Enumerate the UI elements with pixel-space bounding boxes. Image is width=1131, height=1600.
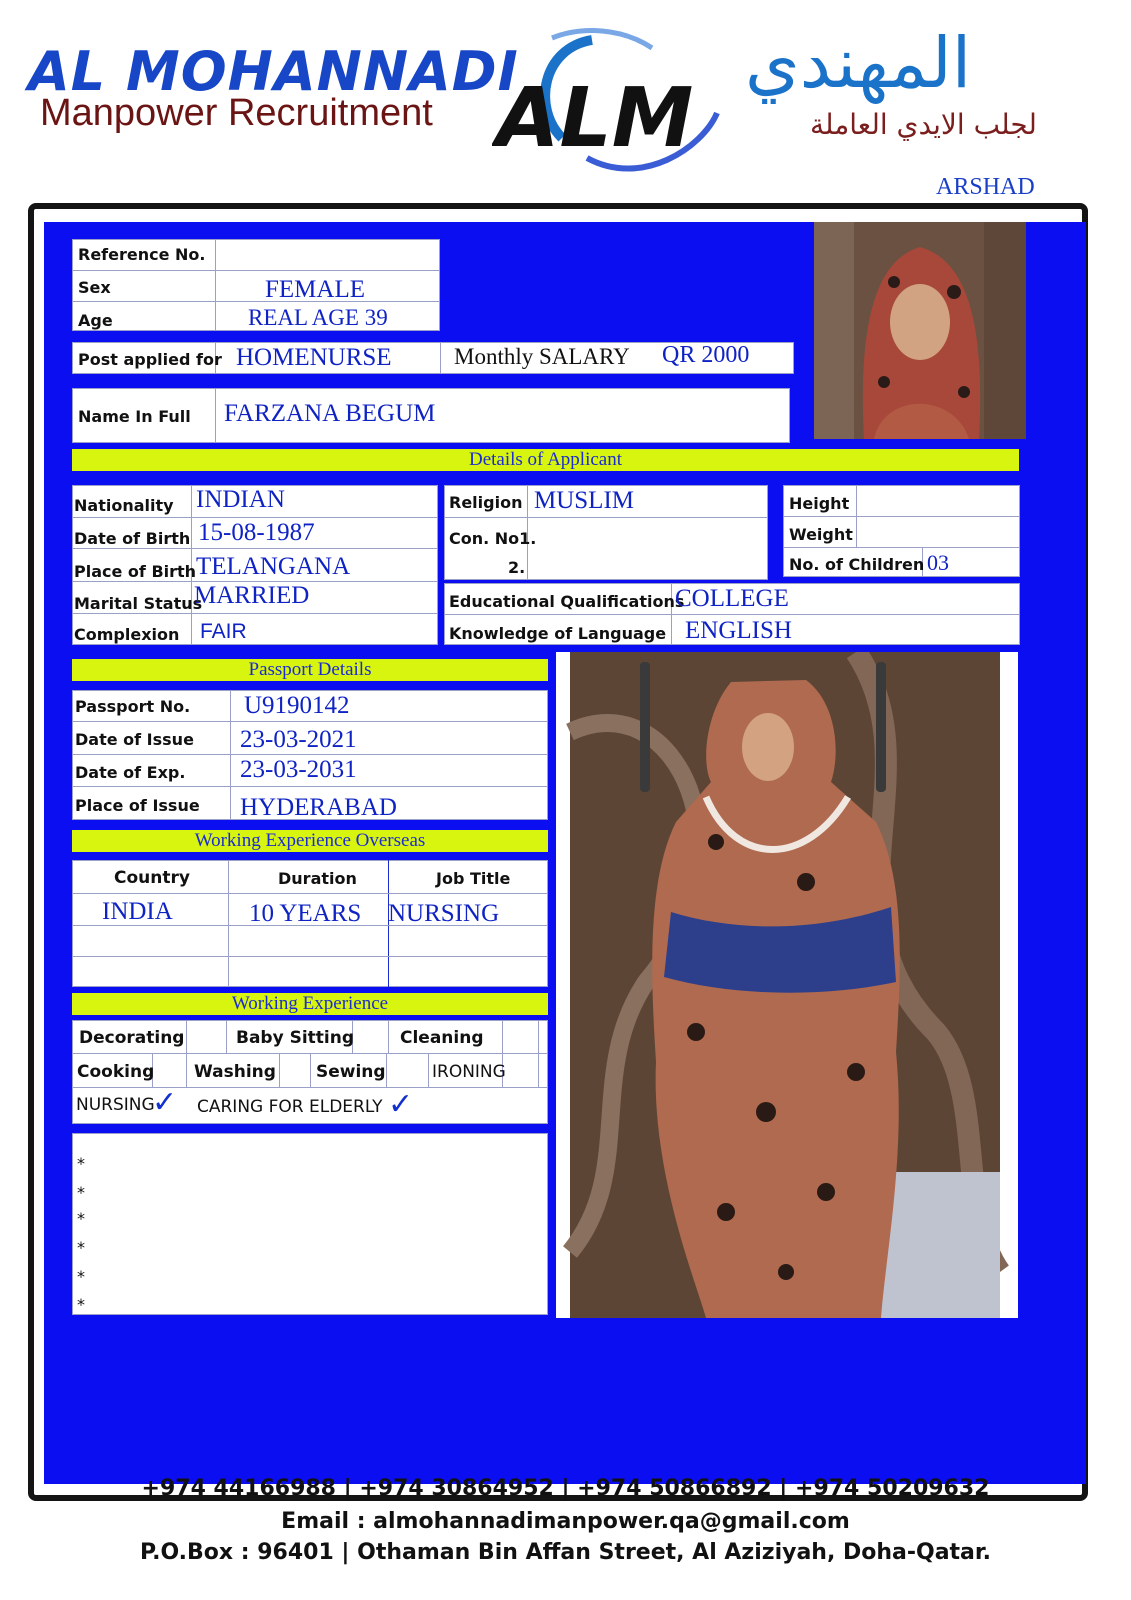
portrait-photo [814,222,1026,439]
skill-sewing: Sewing [316,1062,386,1082]
dob-label: Date of Birth [74,529,191,548]
brand-arabic-subtitle: لجلب الايدي العاملة [810,108,1037,141]
experience-section-title: Working Experience [72,993,548,1015]
nursing-check-icon: ✓ [152,1085,178,1120]
passport-section-title: Passport Details [72,659,548,681]
marital-label: Marital Status [74,594,203,613]
edu-value: COLLEGE [675,585,789,612]
note-bullet: * [77,1209,85,1228]
exp-date-value: 23-03-2031 [240,756,357,783]
ref-label: Reference No. [78,245,206,264]
applicant-section-title: Details of Applicant [72,449,1019,471]
height-label: Height [789,494,850,513]
religion-label: Religion [449,493,523,512]
weight-label: Weight [789,525,853,544]
religion-value: MUSLIM [534,487,635,514]
overseas-job: NURSING [388,900,500,927]
note-bullet: * [77,1267,85,1286]
agent-name: ARSHAD [936,174,1035,200]
footer-address: P.O.Box : 96401 | Othaman Bin Affan Street, Al Aziziyah, Doha-Qatar. [140,1540,991,1565]
con1-label: Con. No1. [449,529,537,548]
name-value: FARZANA BEGUM [224,400,436,427]
post-value: HOMENURSE [236,344,392,371]
complexion-value: FAIR [200,620,247,643]
note-bullet: * [77,1238,85,1257]
pob-label: Place of Birth [74,562,197,581]
pob-value: TELANGANA [196,553,351,580]
skill-cooking: Cooking [77,1062,155,1082]
footer-phones: +974 44166988 | +974 30864952 | +974 50866892 | +974 50209632 [141,1476,990,1501]
col-country: Country [114,868,190,888]
brand-name: AL MOHANNADI [28,40,519,103]
overseas-section-title: Working Experience Overseas [72,830,548,852]
col-duration: Duration [278,869,357,888]
passport-no-label: Passport No. [75,697,191,716]
edu-label: Educational Qualifications [449,592,685,611]
passport-no-value: U9190142 [244,692,350,719]
note-bullet: * [77,1295,85,1314]
notes-box [72,1133,548,1315]
brand-arabic: المهندي [745,22,972,104]
note-bullet: * [77,1154,85,1173]
children-value: 03 [927,550,949,575]
sex-label: Sex [78,278,111,297]
con2-label: 2. [508,558,526,577]
brand-subtitle: Manpower Recruitment [40,92,433,134]
skill-ironing: IRONING [432,1062,506,1082]
skill-washing: Washing [194,1062,276,1082]
place-issue-value: HYDERABAD [240,794,397,821]
footer-email: Email : almohannadimanpower.qa@gmail.com [281,1509,850,1534]
post-label: Post applied for [78,350,222,369]
place-issue-label: Place of Issue [75,796,200,815]
age-label: Age [78,311,113,330]
lang-value: ENGLISH [685,617,792,644]
skill-caring-elderly: CARING FOR ELDERLY [197,1097,383,1117]
skill-baby-sitting: Baby Sitting [236,1028,355,1048]
full-body-photo [556,652,1018,1318]
skill-cleaning: Cleaning [400,1028,484,1048]
skill-nursing: NURSING [76,1095,155,1115]
col-job: Job Title [436,869,511,888]
issue-date-value: 23-03-2021 [240,726,357,753]
age-value: REAL AGE 39 [248,305,388,330]
salary-value: QR 2000 [662,342,750,368]
salary-label: Monthly SALARY [454,344,630,369]
issue-date-label: Date of Issue [75,730,194,749]
complexion-label: Complexion [74,625,180,644]
nationality-value: INDIAN [196,486,285,513]
skill-decorating: Decorating [79,1028,185,1048]
note-bullet: * [77,1183,85,1202]
elderly-check-icon: ✓ [388,1087,414,1122]
marital-value: MARRIED [194,582,310,609]
alm-logo [492,18,742,178]
exp-date-label: Date of Exp. [75,763,186,782]
name-label: Name In Full [78,407,191,426]
overseas-country: INDIA [102,898,173,925]
children-label: No. of Children [789,555,925,574]
logo-text: ALM [496,71,694,166]
overseas-duration: 10 YEARS [249,900,362,927]
nationality-label: Nationality [74,496,174,515]
sex-value: FEMALE [265,276,365,303]
dob-value: 15-08-1987 [198,519,315,546]
lang-label: Knowledge of Language [449,624,667,643]
